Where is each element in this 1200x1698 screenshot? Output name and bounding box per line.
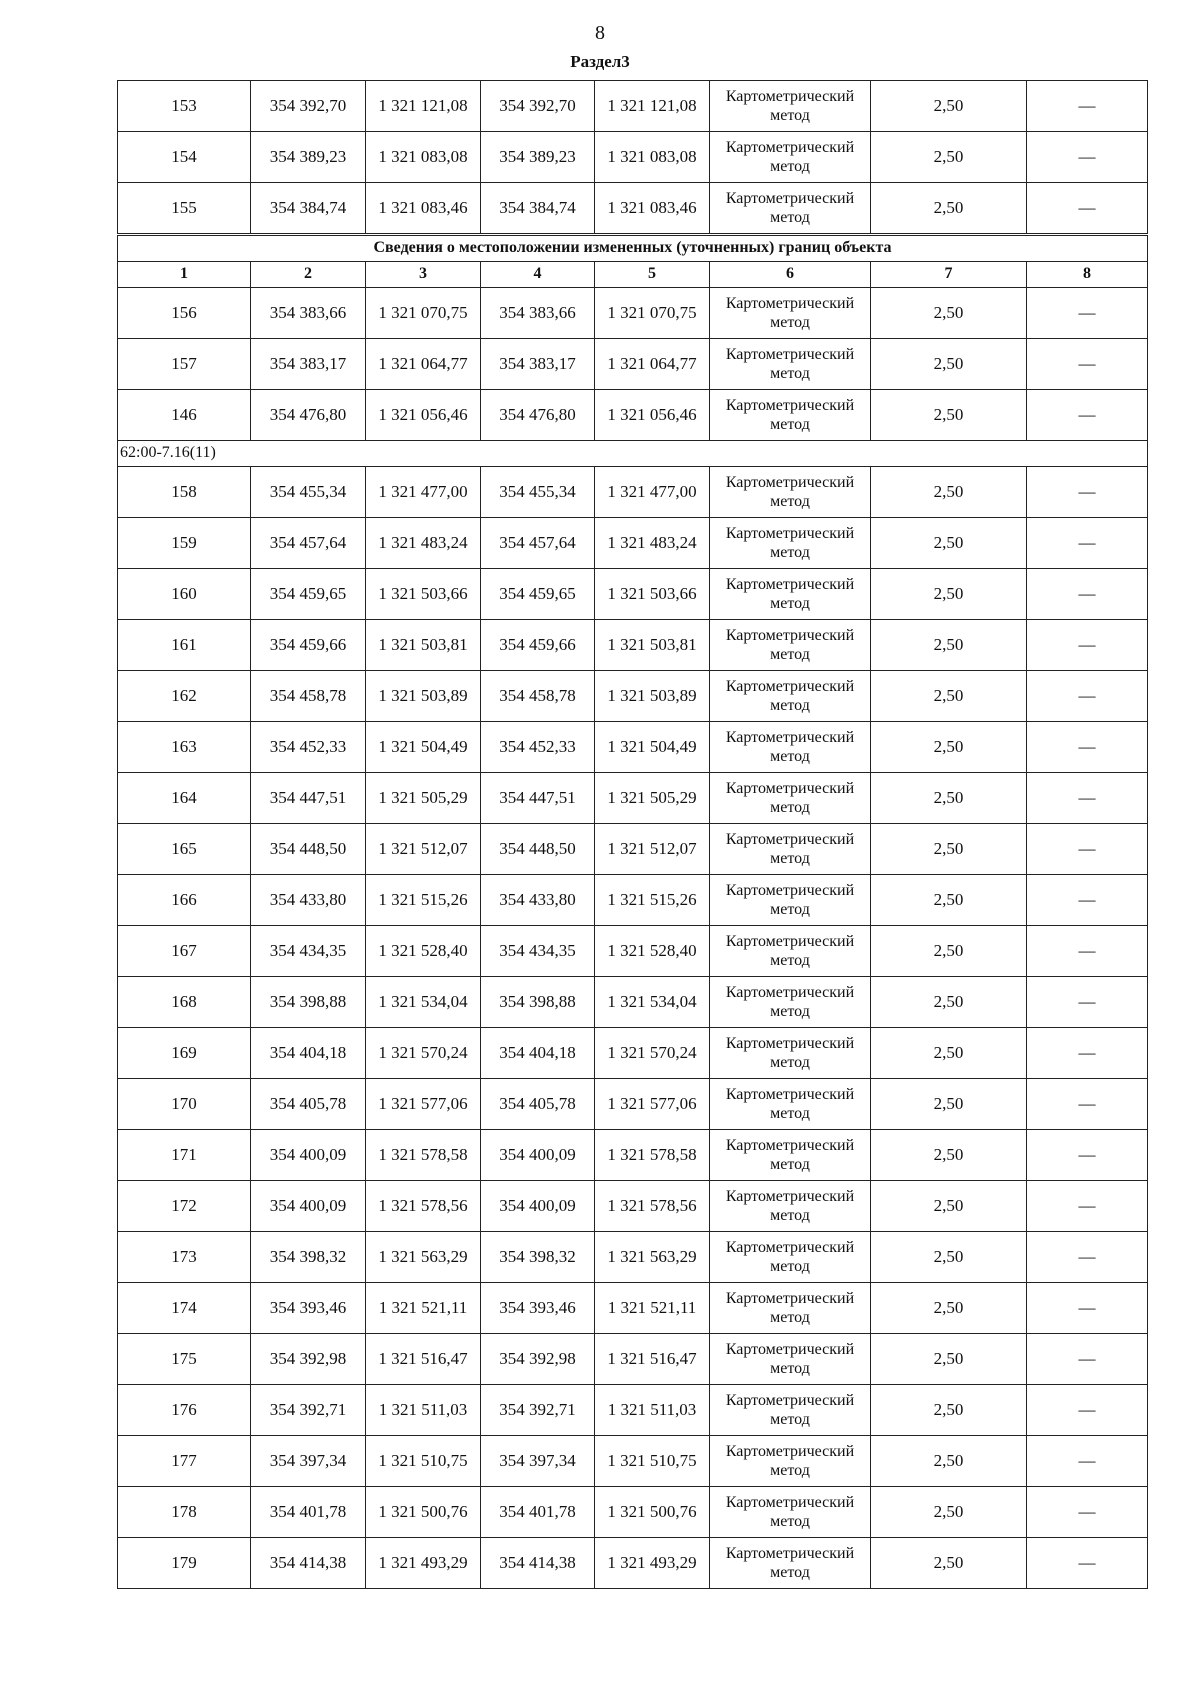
existing-x: 354 404,18	[251, 1028, 366, 1079]
method-cell: Картометрический метод	[710, 1385, 871, 1436]
existing-x: 354 459,65	[251, 569, 366, 620]
existing-y: 1 321 577,06	[366, 1079, 481, 1130]
description-cell: —	[1027, 1538, 1148, 1589]
description-cell: —	[1027, 620, 1148, 671]
method-cell: Картометрический метод	[710, 824, 871, 875]
new-y: 1 321 064,77	[595, 339, 710, 390]
existing-y: 1 321 504,49	[366, 722, 481, 773]
existing-y: 1 321 570,24	[366, 1028, 481, 1079]
new-x: 354 459,66	[481, 620, 595, 671]
point-number: 170	[118, 1079, 251, 1130]
new-y: 1 321 528,40	[595, 926, 710, 977]
point-number: 153	[118, 81, 251, 132]
table-row	[118, 1385, 1148, 1436]
new-y: 1 321 505,29	[595, 773, 710, 824]
accuracy-cell: 2,50	[871, 1079, 1027, 1130]
method-cell: Картометрический метод	[710, 518, 871, 569]
existing-y: 1 321 503,66	[366, 569, 481, 620]
accuracy-cell: 2,50	[871, 132, 1027, 183]
method-cell: Картометрический метод	[710, 926, 871, 977]
existing-y: 1 321 056,46	[366, 390, 481, 441]
accuracy-cell: 2,50	[871, 1130, 1027, 1181]
description-cell: —	[1027, 1436, 1148, 1487]
point-number: 146	[118, 390, 251, 441]
column-number: 8	[1027, 262, 1148, 288]
table-row	[118, 977, 1148, 1028]
existing-x: 354 397,34	[251, 1436, 366, 1487]
existing-x: 354 452,33	[251, 722, 366, 773]
existing-x: 354 389,23	[251, 132, 366, 183]
accuracy-cell: 2,50	[871, 875, 1027, 926]
existing-x: 354 398,88	[251, 977, 366, 1028]
column-number: 2	[251, 262, 366, 288]
new-x: 354 392,71	[481, 1385, 595, 1436]
existing-x: 354 392,98	[251, 1334, 366, 1385]
new-y: 1 321 521,11	[595, 1283, 710, 1334]
method-cell: Картометрический метод	[710, 1334, 871, 1385]
point-number: 157	[118, 339, 251, 390]
method-cell: Картометрический метод	[710, 1079, 871, 1130]
description-cell: —	[1027, 926, 1148, 977]
new-y: 1 321 510,75	[595, 1436, 710, 1487]
method-cell: Картометрический метод	[710, 722, 871, 773]
table-row	[118, 288, 1148, 339]
accuracy-cell: 2,50	[871, 183, 1027, 235]
column-number-row	[118, 262, 1148, 288]
new-y: 1 321 483,24	[595, 518, 710, 569]
column-number: 1	[118, 262, 251, 288]
new-y: 1 321 083,46	[595, 183, 710, 235]
new-y: 1 321 056,46	[595, 390, 710, 441]
existing-x: 354 459,66	[251, 620, 366, 671]
existing-x: 354 455,34	[251, 467, 366, 518]
description-cell: —	[1027, 288, 1148, 339]
point-number: 165	[118, 824, 251, 875]
table-row	[118, 518, 1148, 569]
new-x: 354 393,46	[481, 1283, 595, 1334]
table-body-middle	[118, 288, 1148, 441]
description-cell: —	[1027, 1079, 1148, 1130]
description-cell: —	[1027, 722, 1148, 773]
method-cell: Картометрический метод	[710, 1232, 871, 1283]
point-number: 176	[118, 1385, 251, 1436]
existing-y: 1 321 512,07	[366, 824, 481, 875]
description-cell: —	[1027, 1181, 1148, 1232]
new-y: 1 321 516,47	[595, 1334, 710, 1385]
point-number: 169	[118, 1028, 251, 1079]
accuracy-cell: 2,50	[871, 1232, 1027, 1283]
point-number: 178	[118, 1487, 251, 1538]
new-x: 354 433,80	[481, 875, 595, 926]
new-y: 1 321 504,49	[595, 722, 710, 773]
description-cell: —	[1027, 977, 1148, 1028]
new-y: 1 321 503,81	[595, 620, 710, 671]
section-title: Раздел3	[570, 52, 630, 71]
new-y: 1 321 493,29	[595, 1538, 710, 1589]
existing-y: 1 321 528,40	[366, 926, 481, 977]
table-row	[118, 467, 1148, 518]
new-y: 1 321 578,56	[595, 1181, 710, 1232]
description-cell: —	[1027, 1385, 1148, 1436]
point-number: 155	[118, 183, 251, 235]
existing-y: 1 321 563,29	[366, 1232, 481, 1283]
description-cell: —	[1027, 1334, 1148, 1385]
new-y: 1 321 503,66	[595, 569, 710, 620]
new-x: 354 401,78	[481, 1487, 595, 1538]
existing-y: 1 321 070,75	[366, 288, 481, 339]
accuracy-cell: 2,50	[871, 671, 1027, 722]
point-number: 163	[118, 722, 251, 773]
table-row	[118, 1334, 1148, 1385]
point-number: 174	[118, 1283, 251, 1334]
existing-x: 354 414,38	[251, 1538, 366, 1589]
point-number: 160	[118, 569, 251, 620]
description-cell: —	[1027, 1232, 1148, 1283]
table-row	[118, 875, 1148, 926]
table-row	[118, 339, 1148, 390]
new-y: 1 321 503,89	[595, 671, 710, 722]
description-cell: —	[1027, 390, 1148, 441]
method-cell: Картометрический метод	[710, 1130, 871, 1181]
new-y: 1 321 570,24	[595, 1028, 710, 1079]
method-cell: Картометрический метод	[710, 339, 871, 390]
accuracy-cell: 2,50	[871, 1538, 1027, 1589]
page-number: 8	[595, 22, 605, 44]
existing-x: 354 457,64	[251, 518, 366, 569]
existing-y: 1 321 064,77	[366, 339, 481, 390]
description-cell: —	[1027, 81, 1148, 132]
new-x: 354 414,38	[481, 1538, 595, 1589]
description-cell: —	[1027, 518, 1148, 569]
column-number: 4	[481, 262, 595, 288]
new-y: 1 321 500,76	[595, 1487, 710, 1538]
existing-y: 1 321 503,89	[366, 671, 481, 722]
method-cell: Картометрический метод	[710, 671, 871, 722]
description-cell: —	[1027, 773, 1148, 824]
table-parcel	[118, 441, 1148, 467]
new-x: 354 459,65	[481, 569, 595, 620]
description-cell: —	[1027, 467, 1148, 518]
existing-x: 354 448,50	[251, 824, 366, 875]
method-cell: Картометрический метод	[710, 1283, 871, 1334]
new-x: 354 452,33	[481, 722, 595, 773]
existing-x: 354 458,78	[251, 671, 366, 722]
point-number: 162	[118, 671, 251, 722]
table-row	[118, 1028, 1148, 1079]
existing-y: 1 321 578,58	[366, 1130, 481, 1181]
accuracy-cell: 2,50	[871, 288, 1027, 339]
table-row	[118, 81, 1148, 132]
table-body-after	[118, 467, 1148, 1589]
table-row	[118, 390, 1148, 441]
existing-x: 354 401,78	[251, 1487, 366, 1538]
section-heading-row	[118, 235, 1148, 262]
new-y: 1 321 477,00	[595, 467, 710, 518]
existing-y: 1 321 578,56	[366, 1181, 481, 1232]
method-cell: Картометрический метод	[710, 875, 871, 926]
method-cell: Картометрический метод	[710, 1487, 871, 1538]
point-number: 173	[118, 1232, 251, 1283]
method-cell: Картометрический метод	[710, 1436, 871, 1487]
point-number: 177	[118, 1436, 251, 1487]
accuracy-cell: 2,50	[871, 926, 1027, 977]
accuracy-cell: 2,50	[871, 1385, 1027, 1436]
existing-y: 1 321 477,00	[366, 467, 481, 518]
new-y: 1 321 083,08	[595, 132, 710, 183]
existing-x: 354 476,80	[251, 390, 366, 441]
existing-y: 1 321 511,03	[366, 1385, 481, 1436]
new-x: 354 398,32	[481, 1232, 595, 1283]
description-cell: —	[1027, 875, 1148, 926]
existing-x: 354 393,46	[251, 1283, 366, 1334]
table-row	[118, 773, 1148, 824]
existing-y: 1 321 493,29	[366, 1538, 481, 1589]
existing-x: 354 400,09	[251, 1181, 366, 1232]
table-row	[118, 1232, 1148, 1283]
existing-x: 354 384,74	[251, 183, 366, 235]
description-cell: —	[1027, 824, 1148, 875]
new-x: 354 400,09	[481, 1181, 595, 1232]
new-x: 354 458,78	[481, 671, 595, 722]
new-y: 1 321 512,07	[595, 824, 710, 875]
table-row	[118, 722, 1148, 773]
accuracy-cell: 2,50	[871, 467, 1027, 518]
existing-y: 1 321 083,08	[366, 132, 481, 183]
existing-x: 354 447,51	[251, 773, 366, 824]
existing-x: 354 405,78	[251, 1079, 366, 1130]
method-cell: Картометрический метод	[710, 569, 871, 620]
point-number: 154	[118, 132, 251, 183]
existing-x: 354 383,17	[251, 339, 366, 390]
new-x: 354 434,35	[481, 926, 595, 977]
accuracy-cell: 2,50	[871, 569, 1027, 620]
new-x: 354 398,88	[481, 977, 595, 1028]
existing-x: 354 392,71	[251, 1385, 366, 1436]
point-number: 161	[118, 620, 251, 671]
column-number: 5	[595, 262, 710, 288]
point-number: 156	[118, 288, 251, 339]
point-number: 179	[118, 1538, 251, 1589]
description-cell: —	[1027, 132, 1148, 183]
table-row	[118, 183, 1148, 235]
new-x: 354 389,23	[481, 132, 595, 183]
table-row	[118, 824, 1148, 875]
point-number: 164	[118, 773, 251, 824]
existing-y: 1 321 534,04	[366, 977, 481, 1028]
new-x: 354 383,66	[481, 288, 595, 339]
accuracy-cell: 2,50	[871, 1334, 1027, 1385]
accuracy-cell: 2,50	[871, 1181, 1027, 1232]
accuracy-cell: 2,50	[871, 722, 1027, 773]
existing-y: 1 321 516,47	[366, 1334, 481, 1385]
new-x: 354 383,17	[481, 339, 595, 390]
accuracy-cell: 2,50	[871, 620, 1027, 671]
table-row	[118, 671, 1148, 722]
method-cell: Картометрический метод	[710, 1538, 871, 1589]
table-row	[118, 569, 1148, 620]
new-x: 354 405,78	[481, 1079, 595, 1130]
accuracy-cell: 2,50	[871, 339, 1027, 390]
existing-y: 1 321 483,24	[366, 518, 481, 569]
method-cell: Картометрический метод	[710, 467, 871, 518]
existing-x: 354 400,09	[251, 1130, 366, 1181]
new-x: 354 392,98	[481, 1334, 595, 1385]
point-number: 168	[118, 977, 251, 1028]
existing-x: 354 398,32	[251, 1232, 366, 1283]
new-y: 1 321 511,03	[595, 1385, 710, 1436]
existing-x: 354 433,80	[251, 875, 366, 926]
new-y: 1 321 070,75	[595, 288, 710, 339]
table-section-heading	[118, 235, 1148, 288]
existing-y: 1 321 083,46	[366, 183, 481, 235]
existing-y: 1 321 503,81	[366, 620, 481, 671]
method-cell: Картометрический метод	[710, 977, 871, 1028]
coordinates-table	[117, 80, 1148, 1589]
accuracy-cell: 2,50	[871, 518, 1027, 569]
new-y: 1 321 534,04	[595, 977, 710, 1028]
accuracy-cell: 2,50	[871, 773, 1027, 824]
new-x: 354 448,50	[481, 824, 595, 875]
point-number: 167	[118, 926, 251, 977]
existing-y: 1 321 521,11	[366, 1283, 481, 1334]
table-row	[118, 620, 1148, 671]
new-x: 354 392,70	[481, 81, 595, 132]
point-number: 172	[118, 1181, 251, 1232]
table-row	[118, 1283, 1148, 1334]
table-row	[118, 926, 1148, 977]
new-x: 354 397,34	[481, 1436, 595, 1487]
table-row	[118, 1130, 1148, 1181]
parcel-label: 62:00-7.16(11)	[118, 441, 1148, 467]
method-cell: Картометрический метод	[710, 1181, 871, 1232]
table-row	[118, 1079, 1148, 1130]
new-y: 1 321 577,06	[595, 1079, 710, 1130]
column-number: 6	[710, 262, 871, 288]
description-cell: —	[1027, 339, 1148, 390]
point-number: 171	[118, 1130, 251, 1181]
description-cell: —	[1027, 1487, 1148, 1538]
accuracy-cell: 2,50	[871, 1436, 1027, 1487]
new-x: 354 455,34	[481, 467, 595, 518]
parcel-row	[118, 441, 1148, 467]
description-cell: —	[1027, 183, 1148, 235]
accuracy-cell: 2,50	[871, 1487, 1027, 1538]
method-cell: Картометрический метод	[710, 288, 871, 339]
new-x: 354 384,74	[481, 183, 595, 235]
description-cell: —	[1027, 569, 1148, 620]
table-row	[118, 1538, 1148, 1589]
method-cell: Картометрический метод	[710, 1028, 871, 1079]
method-cell: Картометрический метод	[710, 773, 871, 824]
existing-y: 1 321 121,08	[366, 81, 481, 132]
method-cell: Картометрический метод	[710, 620, 871, 671]
table-row	[118, 1487, 1148, 1538]
new-x: 354 457,64	[481, 518, 595, 569]
new-y: 1 321 578,58	[595, 1130, 710, 1181]
column-number: 7	[871, 262, 1027, 288]
new-x: 354 400,09	[481, 1130, 595, 1181]
new-x: 354 404,18	[481, 1028, 595, 1079]
point-number: 158	[118, 467, 251, 518]
existing-y: 1 321 505,29	[366, 773, 481, 824]
table-row	[118, 132, 1148, 183]
existing-x: 354 383,66	[251, 288, 366, 339]
new-x: 354 447,51	[481, 773, 595, 824]
existing-y: 1 321 515,26	[366, 875, 481, 926]
point-number: 175	[118, 1334, 251, 1385]
table-row	[118, 1181, 1148, 1232]
new-y: 1 321 563,29	[595, 1232, 710, 1283]
description-cell: —	[1027, 1283, 1148, 1334]
new-x: 354 476,80	[481, 390, 595, 441]
method-cell: Картометрический метод	[710, 81, 871, 132]
method-cell: Картометрический метод	[710, 390, 871, 441]
table-row	[118, 1436, 1148, 1487]
point-number: 166	[118, 875, 251, 926]
table-body-before	[118, 81, 1148, 235]
accuracy-cell: 2,50	[871, 824, 1027, 875]
description-cell: —	[1027, 1130, 1148, 1181]
accuracy-cell: 2,50	[871, 1283, 1027, 1334]
accuracy-cell: 2,50	[871, 390, 1027, 441]
description-cell: —	[1027, 671, 1148, 722]
new-y: 1 321 515,26	[595, 875, 710, 926]
description-cell: —	[1027, 1028, 1148, 1079]
existing-y: 1 321 510,75	[366, 1436, 481, 1487]
column-number: 3	[366, 262, 481, 288]
new-y: 1 321 121,08	[595, 81, 710, 132]
accuracy-cell: 2,50	[871, 1028, 1027, 1079]
existing-x: 354 434,35	[251, 926, 366, 977]
point-number: 159	[118, 518, 251, 569]
section-heading: Сведения о местоположении измененных (уточненных) границ объекта	[118, 235, 1148, 262]
accuracy-cell: 2,50	[871, 81, 1027, 132]
accuracy-cell: 2,50	[871, 977, 1027, 1028]
method-cell: Картометрический метод	[710, 183, 871, 235]
existing-x: 354 392,70	[251, 81, 366, 132]
existing-y: 1 321 500,76	[366, 1487, 481, 1538]
method-cell: Картометрический метод	[710, 132, 871, 183]
